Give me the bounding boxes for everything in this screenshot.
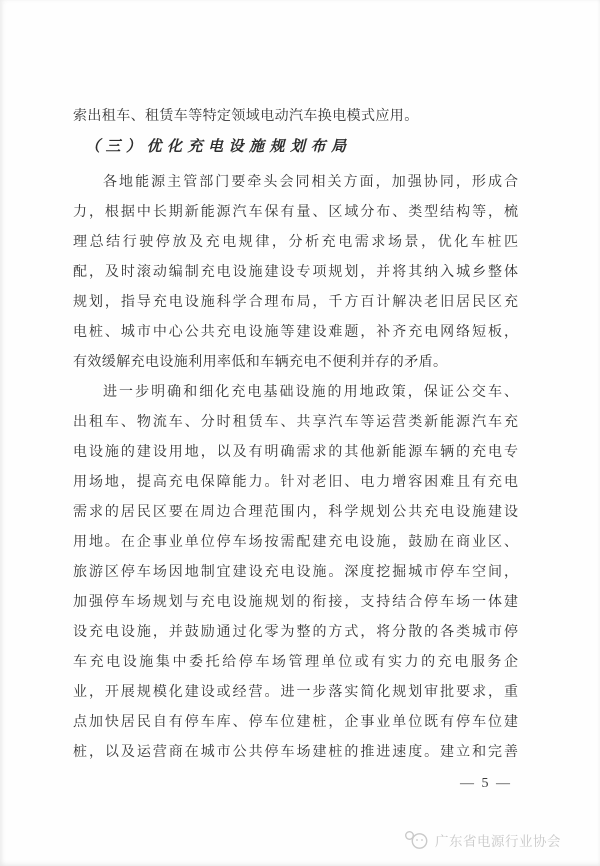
paragraph-line: 电设施的建设用地，以及有明确需求的其他新能源车辆的充电专	[73, 445, 518, 460]
paragraph-line: 旅游区停车场因地制宜建设充电设施。深度挖掘城市停车空间，	[73, 565, 518, 580]
footer-watermark	[404, 830, 561, 850]
document-body	[73, 102, 518, 768]
paragraph-line: 进一步明确和细化充电基础设施的用地政策，保证公交车、	[103, 385, 518, 400]
paragraph-line: 理总结行驶停放及充电规律，分析充电需求场景，优化车桩匹	[73, 235, 518, 250]
paragraph-line: 力，根据中长期新能源汽车保有量、区域分布、类型结构等，梳	[73, 205, 518, 220]
paragraph-line: 桩，以及运营商在城市公共停车场建桩的推进速度。建立和完善	[73, 745, 518, 760]
paragraph-line: 需求的居民区要在周边合理范围内，科学规划公共充电设施建设	[73, 505, 518, 520]
page-number: — 5 —	[460, 776, 512, 791]
paragraph-end-line: 有效缓解充电设施利用率低和车辆充电不便利并存的矛盾。	[73, 355, 448, 370]
paragraph-line: 电桩、城市中心公共充电设施等建设难题，补齐充电网络短板，	[73, 325, 518, 340]
paragraph-line: 配，及时滚动编制充电设施建设专项规划，并将其纳入城乡整体	[73, 265, 518, 280]
paragraph-line: 出租车、物流车、分时租赁车、共享汽车等运营类新能源汽车充	[73, 415, 518, 430]
paragraph-line: 车充电设施集中委托给停车场管理单位或有实力的充电服务企	[73, 655, 518, 670]
paragraph-line: 业，开展规模化建设或经营。进一步落实简化规划审批要求，重	[73, 685, 518, 700]
paragraph-line: 规划，指导充电设施科学合理布局，千方百计解决老旧居民区充	[73, 295, 518, 310]
watermark-text: 广东省电源行业协会	[435, 834, 561, 849]
association-logo-icon	[404, 830, 430, 850]
paragraph-line: 用场地，提高充电保障能力。针对老旧、电力增容困难且有充电	[73, 475, 518, 490]
paragraph-line: 用地。在企事业单位停车场按需配建充电设施，鼓励在商业区、	[73, 535, 518, 550]
paragraph-end-line: 索出租车、租赁车等特定领域电动汽车换电模式应用。	[73, 109, 419, 124]
paragraph-line: 点加快居民自有停车库、停车位建桩，企事业单位既有停车位建	[73, 715, 518, 730]
paragraph-line: 加强停车场规划与充电设施规划的衔接，支持结合停车场一体建	[73, 595, 518, 610]
section-heading: （三）优化充电设施规划布局	[85, 139, 352, 155]
paragraph-line: 设充电设施，并鼓励通过化零为整的方式，将分散的各类城市停	[73, 625, 518, 640]
paragraph-line: 各地能源主管部门要牵头会同相关方面，加强协同，形成合	[103, 175, 518, 190]
